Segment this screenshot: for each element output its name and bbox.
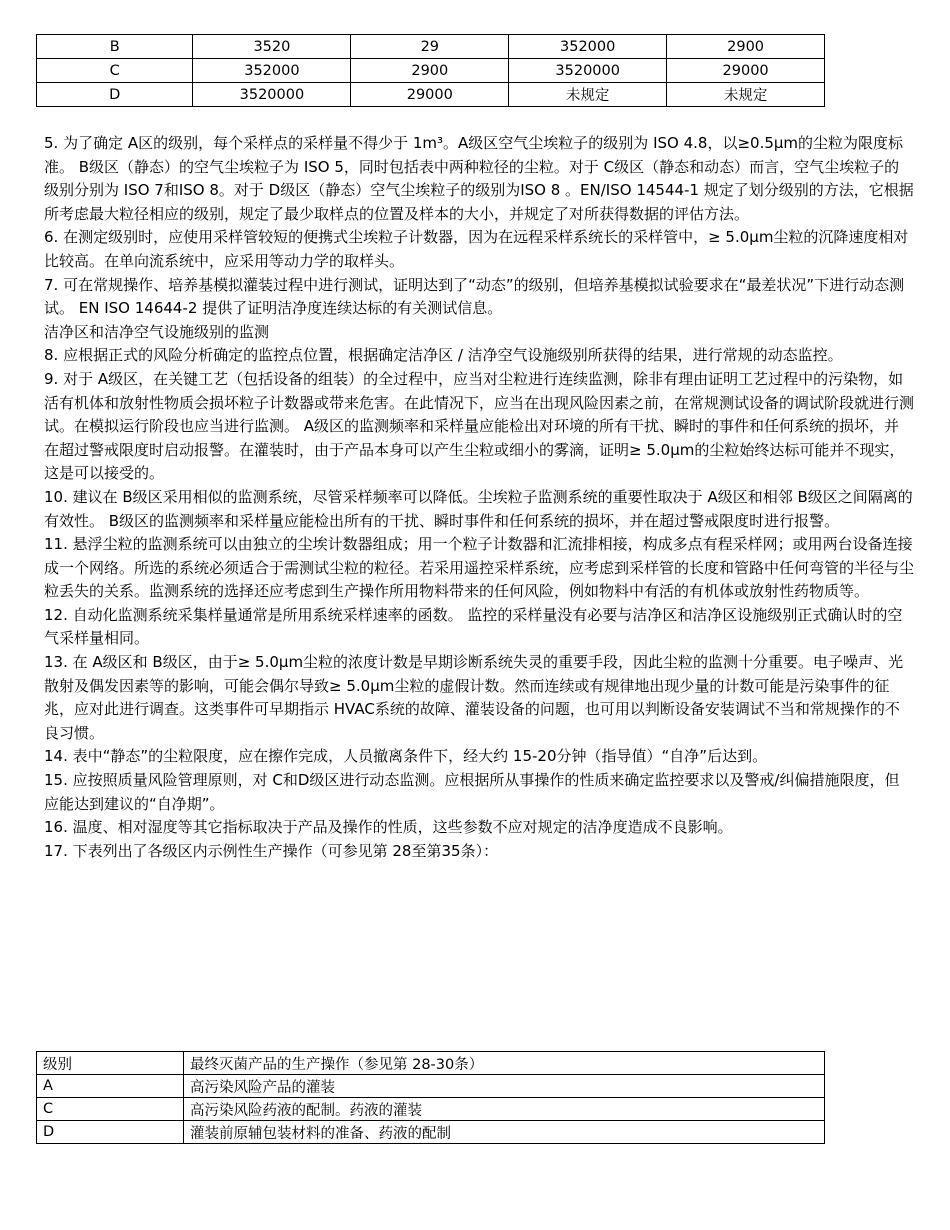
grade-cell: A — [37, 1075, 184, 1098]
paragraph-10: 10. 建议在 B级区采用相似的监测系统，尽管采样频率可以降低。尘埃粒子监测系统的重要性取决于 A级区和相邻 B级区之间隔离的有效性。 B级区的监测频率和采样量应能检出所有的干扰、瞬时事件和任何系统的损坏，并在超过警戒限度时进行报警。 — [44, 487, 913, 530]
table-row — [37, 1098, 825, 1121]
paragraph-5: 5. 为了确定 A区的级别，每个采样点的采样量不得少于 1m³。A级区空气尘埃粒子的级别为 ISO 4.8，以≥0.5μm的尘粒为限度标准。 B级区（静态）的空气尘埃粒子为 ISO 5，同时包括表中两种粒径的尘粒。对于 C级区（静态和动态）而言，空气尘埃粒子的级别分别为 ISO 7和ISO 8。对于 D级区（静态）空气尘埃粒子的级别为ISO 8 。EN/ISO 14544-1 规定了划分级别的方法，它根据所考虑最大粒径相应的级别，规定了最少取样点的位置及样本的大小，并规定了对所获得数据的评估方法。 — [44, 134, 914, 223]
grade-cell: C — [37, 1098, 184, 1121]
grade-cell: D — [37, 83, 193, 107]
table-cell: 未规定 — [509, 83, 667, 107]
table-row — [37, 59, 825, 83]
paragraph-14: 14. 表中“静态”的尘粒限度，应在擦作完成，人员撤离条件下，经大约 15-20分钟（指导值）“自净”后达到。 — [44, 747, 768, 766]
grade-cell: C — [37, 59, 193, 83]
operation-cell: 高污染风险药液的配制。药液的灌装 — [184, 1098, 825, 1121]
table-cell: 3520 — [193, 35, 351, 59]
paragraph-13: 13. 在 A级区和 B级区，由于≥ 5.0μm尘粒的浓度计数是早期诊断系统失灵的重要手段，因此尘粒的监测十分重要。电子噪声、光散射及偶发因素等的影响，可能会偶尔导致≥ 5.0μm尘粒的虚假计数。然而连续或有规律地出现少量的计数可能是污染事件的征兆，应对此进行调查。这类事件可早期指示 HVAC系统的故障、灌装设备的问题，也可用以判断设备安装调试不当和常规操作的不良习惯。 — [44, 653, 904, 742]
paragraph-17: 17. 下表列出了各级区内示例性生产操作（可参见第 28至第35条）： — [44, 841, 499, 860]
document-body — [44, 132, 914, 863]
paragraph-9: 9. 对于 A级区，在关键工艺（包括设备的组装）的全过程中，应当对尘粒进行连续监测，除非有理由证明工艺过程中的污染物，如活有机体和放射性物质会损坏粒子计数器或带来危害。在此情况下，应当在出现风险因素之前，在常规测试设备的调试阶段就进行测试。在模拟运行阶段也应当进行监测。 A级区的监测频率和采样量应能检出对环境的所有干扰、瞬时的事件和任何系统的损坏，并在超过警戒限度时启动报警。在灌装时，由于产品本身可以产生尘粒或细小的雾滴，证明≥ 5.0μm的尘粒始终达标可能并不现实，这是可以接受的。 — [44, 369, 915, 483]
table-cell: 2900 — [667, 35, 825, 59]
paragraph-8: 8. 应根据正式的风险分析确定的监控点位置，根据确定洁净区 / 洁净空气设施级别所获得的结果，进行常规的动态监控。 — [44, 346, 843, 365]
paragraph-7: 7. 可在常规操作、培养基模拟灌装过程中进行测试，证明达到了“动态”的级别，但培养基模拟试验要求在“最差状况”下进行动态测试。 EN ISO 14644-2 提供了证明洁净度连续达标的有关测试信息。 — [44, 275, 905, 318]
table-cell: 352000 — [193, 59, 351, 83]
header-cell-operation: 最终灭菌产品的生产操作（参见第 28-30条） — [184, 1052, 825, 1075]
operation-cell: 高污染风险产品的灌装 — [184, 1075, 825, 1098]
paragraph-12: 12. 自动化监测系统采集样量通常是所用系统采样速率的函数。 监控的采样量没有必要与洁净区和洁净区设施级别正式确认时的空气采样量相同。 — [44, 605, 903, 648]
particle-limit-table — [36, 34, 825, 107]
table-row — [37, 35, 825, 59]
table-cell: 29 — [351, 35, 509, 59]
table-row — [37, 1121, 825, 1144]
header-cell-grade: 级别 — [37, 1052, 184, 1075]
table-cell: 29000 — [667, 59, 825, 83]
table-header-row — [37, 1052, 825, 1075]
grade-cell: D — [37, 1121, 184, 1144]
section-heading: 洁净区和洁净空气设施级别的监测 — [44, 322, 270, 341]
table-cell: 未规定 — [667, 83, 825, 107]
paragraph-16: 16. 温度、相对湿度等其它指标取决于产品及操作的性质，这些参数不应对规定的洁净度造成不良影响。 — [44, 818, 733, 837]
paragraph-6: 6. 在测定级别时，应使用采样管较短的便携式尘埃粒子计数器，因为在远程采样系统长的采样管中，≥ 5.0μm尘粒的沉降速度相对比较高。在单向流系统中，应采用等动力学的取样头。 — [44, 228, 909, 270]
table-cell: 3520000 — [193, 83, 351, 107]
table-cell: 2900 — [351, 59, 509, 83]
operation-cell: 灌装前原辅包装材料的准备、药液的配制 — [184, 1121, 825, 1144]
table-row — [37, 83, 825, 107]
table-cell: 3520000 — [509, 59, 667, 83]
paragraph-11: 11. 悬浮尘粒的监测系统可以由独立的尘埃计数器组成；用一个粒子计数器和汇流排相接，构成多点有程采样网；或用两台设备连接成一个网络。所选的系统必须适合于需测试尘粒的粒径。若采用遥控采样系统，应考虑到采样管的长度和管路中任何弯管的半径与尘粒丢失的关系。监测系统的选择还应考虑到生产操作所用物料带来的任何风险，例如物料中有活的有机体或放射性药物质等。 — [44, 535, 915, 601]
table-cell: 29000 — [351, 83, 509, 107]
table-cell: 352000 — [509, 35, 667, 59]
operations-table — [36, 1051, 825, 1144]
grade-cell: B — [37, 35, 193, 59]
paragraph-15: 15. 应按照质量风险管理原则，对 C和D级区进行动态监测。应根据所从事操作的性质来确定监控要求以及警戒/纠偏措施限度，但应能达到建议的“自净期”。 — [44, 771, 900, 813]
table-row — [37, 1075, 825, 1098]
